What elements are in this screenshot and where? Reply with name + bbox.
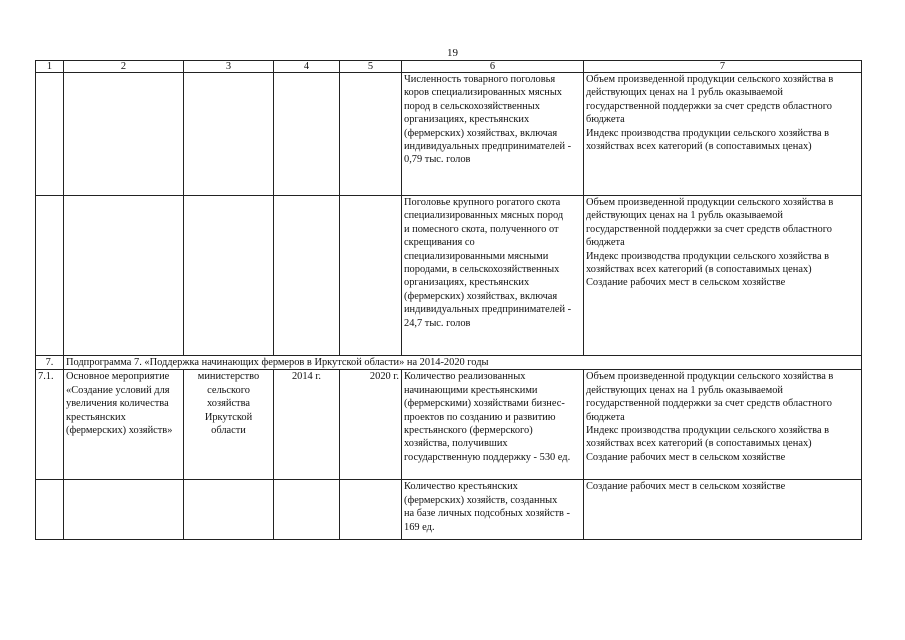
cell-result: Объем произведенной продукции сельского хозяйства в действующих ценах на 1 рубль оказываемой государственной поддержки за счет средств областного бюджета Индекс производства продукции сельского хозяйства в хозяйствах всех категорий (в сопоставимых ценах) xyxy=(584,73,862,196)
cell-number xyxy=(36,73,64,196)
column-header: 7 xyxy=(584,61,862,73)
cell-start-year xyxy=(274,480,340,540)
column-header: 3 xyxy=(184,61,274,73)
table-row xyxy=(36,196,862,356)
subprogram-row xyxy=(36,356,862,370)
page-number: 19 xyxy=(447,47,458,59)
cell-end-year xyxy=(340,73,402,196)
cell-indicator: Численность товарного поголовья коров специализированных мясных пород в сельскохозяйственных организациях, крестьянских (фермерских) хозяйствах, включая индивидуальных предпринимателей - 0,79 тыс. голов xyxy=(402,73,584,196)
section-title: Подпрограмма 7. «Поддержка начинающих фермеров в Иркутской области» на 2014-2020 годы xyxy=(64,356,862,370)
cell-indicator: Количество крестьянских (фермерских) хозяйств, созданных на базе личных подсобных хозяйств - 169 ед. xyxy=(402,480,584,540)
cell-executor xyxy=(184,73,274,196)
column-header: 6 xyxy=(402,61,584,73)
cell-start-year xyxy=(274,196,340,356)
table-row xyxy=(36,480,862,540)
cell-indicator: Поголовье крупного рогатого скота специализированных мясных пород и помесного скота, полученного от скрещивания со специализированными мясными породами, в сельскохозяйственных организациях, крестьянских (фермерских) хозяйствах, включая индивидуальных предпринимателей - 24,7 тыс. голов xyxy=(402,196,584,356)
table-row xyxy=(36,73,862,196)
cell-result: Создание рабочих мест в сельском хозяйстве xyxy=(584,480,862,540)
cell-activity xyxy=(64,73,184,196)
program-table xyxy=(35,60,862,540)
cell-activity xyxy=(64,480,184,540)
cell-executor xyxy=(184,196,274,356)
column-header: 4 xyxy=(274,61,340,73)
cell-end-year: 2020 г. xyxy=(340,370,402,480)
cell-start-year: 2014 г. xyxy=(274,370,340,480)
section-number: 7. xyxy=(36,356,64,370)
cell-activity xyxy=(64,196,184,356)
cell-indicator: Количество реализованных начинающими крестьянскими (фермерскими) хозяйствами бизнес- проектов по созданию и развитию крестьянского (фермерского) хозяйства, получивших государственную поддержку - 530 ед. xyxy=(402,370,584,480)
cell-executor xyxy=(184,480,274,540)
cell-end-year xyxy=(340,480,402,540)
cell-start-year xyxy=(274,73,340,196)
cell-number xyxy=(36,480,64,540)
table-row xyxy=(36,370,862,480)
cell-end-year xyxy=(340,196,402,356)
cell-executor: министерство сельского хозяйства Иркутской области xyxy=(184,370,274,480)
cell-result: Объем произведенной продукции сельского хозяйства в действующих ценах на 1 рубль оказываемой государственной поддержки за счет средств областного бюджета Индекс производства продукции сельского хозяйства в хозяйствах всех категорий (в сопоставимых ценах) Создание рабочих мест в сельском хозяйстве xyxy=(584,370,862,480)
column-number-row xyxy=(36,61,862,73)
cell-result: Объем произведенной продукции сельского хозяйства в действующих ценах на 1 рубль оказываемой государственной поддержки за счет средств областного бюджета Индекс производства продукции сельского хозяйства в хозяйствах всех категорий (в сопоставимых ценах) Создание рабочих мест в сельском хозяйстве xyxy=(584,196,862,356)
cell-number xyxy=(36,196,64,356)
column-header: 5 xyxy=(340,61,402,73)
cell-number: 7.1. xyxy=(36,370,64,480)
column-header: 1 xyxy=(36,61,64,73)
cell-activity: Основное мероприятие «Создание условий для увеличения количества крестьянских (фермерских) хозяйств» xyxy=(64,370,184,480)
column-header: 2 xyxy=(64,61,184,73)
